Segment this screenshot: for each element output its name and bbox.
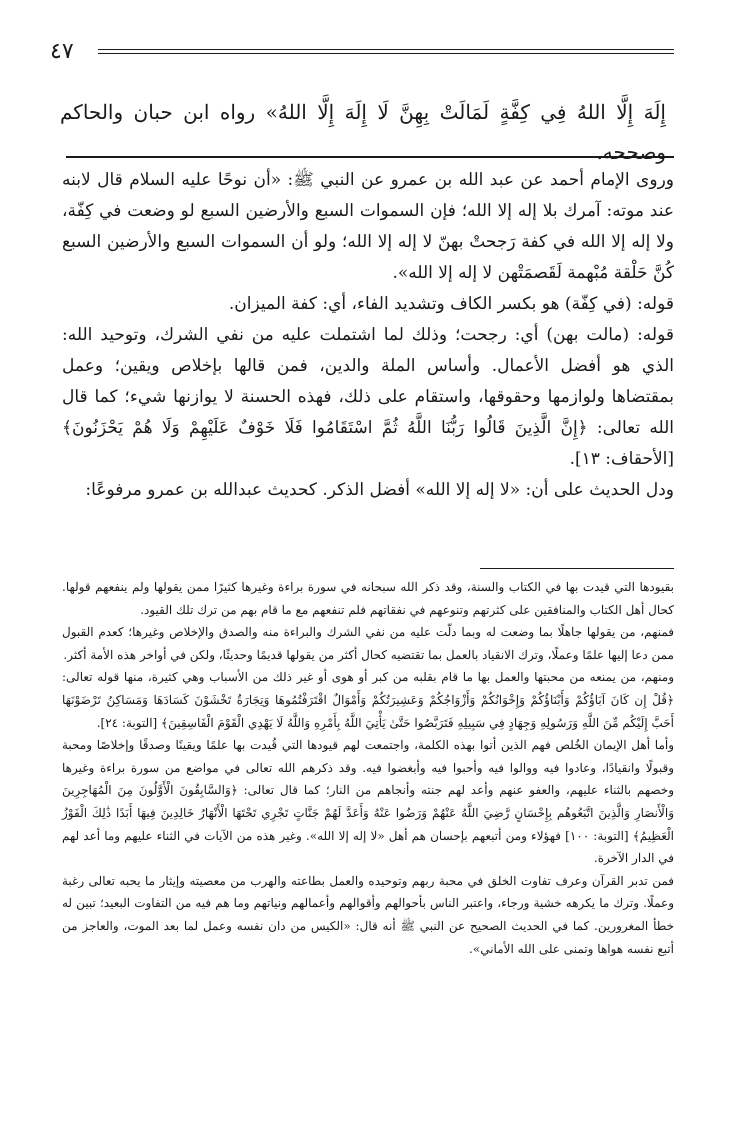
footnote-paragraph: فمن تدبر القرآن وعرف تفاوت الخلق في محبة ربهم وتوحيده والعمل بطاعته والهرب من معصيته وإيثار ما يحبه تعالى رغبة وعملًا. وترك ما يكرهه خشية ورجاء، واعتبر الناس بأحوالهم وأقوالهم وأعمالهم ونياتهم وما هم فيه من التفاوت البعيد؛ تبين له خطأ المغرورين. كما في الحديث الصحيح عن النبي ﷺ أنه قال: «الكيس من دان نفسه وعمل لما بعد الموت، والعاجز من أتبع نفسه هواها وتمنى على الله الأماني». [62,873,674,956]
main-text [62,165,674,506]
main-paragraph: قوله: (مالت بهن) أي: رجحت؛ وذلك لما اشتملت عليه من نفي الشرك، وتوحيد الله: الذي هو أفضل الأعمال. وأساس الملة والدين، فمن قالها بإخلاص ويقين؛ وعمل بمقتضاها ولوازمها وحقوقها، واستقام على ذلك، فهذه الحسنة لا يوازنها شيء؛ كما قال الله تعالى: ﴿إِنَّ الَّذِينَ قَالُوا رَبُّنَا اللَّهُ ثُمَّ اسْتَقَامُوا فَلَا خَوْفٌ عَلَيْهِمْ وَلَا هُمْ يَحْزَنُونَ﴾ [الأحقاف: ١٣]. [62,325,674,469]
main-paragraph: ودل الحديث على أن: «لا إله إلا الله» أفضل الذكر. كحديث عبدالله بن عمرو مرفوعًا: [85,480,674,500]
page-header [50,40,674,64]
footnote-paragraph: وأما أهل الإيمان الخُلص فهم الذين أتوا بهذه الكلمة، واجتمعت لهم قيودها التي قُيدت بها علمًا ويقينًا وصدقًا وإخلاصًا ومحبة وقبولًا وانقيادًا، وعادوا فيه ووالوا فيه وأحبوا فيه وأبغضوا فيه. وقد ذكرهم الله تعالى في مواضع من سورة براءة وغيرها وخصهم بالثناء عليهم، والعفو عنهم وأعد لهم جنته وأنجاهم من النار؛ كما قال تعالى: ﴿وَالسَّابِقُونَ الْأَوَّلُونَ مِنَ الْمُهَاجِرِينَ وَالْأَنصَارِ وَالَّذِينَ اتَّبَعُوهُم بِإِحْسَانٍ رَّضِيَ اللَّهُ عَنْهُمْ وَرَضُوا عَنْهُ وَأَعَدَّ لَهُمْ جَنَّاتٍ تَجْرِي تَحْتَهَا الْأَنْهَارُ خَالِدِينَ فِيهَا أَبَدًا ذَٰلِكَ الْفَوْزُ الْعَظِيمُ﴾ [التوبة: ١٠٠] فهؤلاء ومن أتبعهم بإحسان هم أهل «لا إله إلا الله». وغير هذه من الآيات في الثناء عليهم وما أعد لهم في الدار الآخرة. [62,738,675,866]
main-rule [66,156,674,158]
page-number: ٤٧ [50,39,74,64]
footnote-paragraph: ومنهم، من يمنعه من محبتها والعمل بها ما قام بقلبه من كبر أو هوى أو غير ذلك من الأسباب وهي كثيرة، منها قوله تعالى: ﴿قُلْ إِن كَانَ آبَاؤُكُمْ وَأَبْنَاؤُكُمْ وَإِخْوَانُكُمْ وَأَزْوَاجُكُمْ وَعَشِيرَتُكُمْ وَأَمْوَالٌ اقْتَرَفْتُمُوهَا وَتِجَارَةٌ تَخْشَوْنَ كَسَادَهَا وَمَسَاكِنُ تَرْضَوْنَهَا أَحَبَّ إِلَيْكُم مِّنَ اللَّهِ وَرَسُولِهِ وَجِهَادٍ فِي سَبِيلِهِ فَتَرَبَّصُوا حَتَّىٰ يَأْتِيَ اللَّهُ بِأَمْرِهِ وَاللَّهُ لَا يَهْدِي الْقَوْمَ الْفَاسِقِينَ﴾ [التوبة: ٢٤]. [62,670,674,730]
main-paragraph: قوله: (في كِفّة) هو بكسر الكاف وتشديد الفاء، أي: كفة الميزان. [228,294,674,314]
footnote-rule [480,568,674,569]
header-rule [98,49,674,54]
continued-hadith-line: إِلَهَ إِلَّا اللهُ فِي كِفَّةٍ لَمَالَتْ بِهِنَّ لَا إِلَهَ إِلَّا اللهُ» رواه ابن حبان والحاكم وصححه. [60,100,666,164]
footnote-paragraph: فمنهم، من يقولها جاهلًا بما وضعت له وبما دلّت عليه من نفي الشرك والبراءة منه والصدق والإخلاص وغيرها؛ كعدم القبول ممن دعا إليها علمًا وعملًا، وترك الانقياد بالعمل بما تقتضيه كحال أكثر من يقولها قديمًا وحديثًا، ولكن في أواخر هذه الأمة أكثر. [62,625,674,662]
main-paragraph: وروى الإمام أحمد عن عبد الله بن عمرو عن النبي ﷺ: «أن نوحًا عليه السلام قال لابنه عند موته: آمرك بلا إله إلا الله؛ فإن السموات السبع والأرضين السبع لو وضعت في كِفّة، ولا إله إلا الله في كفة رَجحتْ بهنّ لا إله إلا الله؛ ولو أن السموات السبع والأرضين السبع كُنَّ حَلْقة مُبْهمة لَقَصمَتْهن لا إله إلا الله». [62,170,674,283]
footnotes [62,576,674,960]
footnote-paragraph: بقيودها التي قيدت بها في الكتاب والسنة، وقد ذكر الله سبحانه في سورة براءة وغيرها كثيرًا ممن يقولها ولم ينفعهم قولها. كحال أهل الكتاب والمنافقين على كثرتهم وتنوعهم في نفقاتهم فلم تنفعهم مع ما قام بهم من ترك تلك القيود. [62,580,674,617]
